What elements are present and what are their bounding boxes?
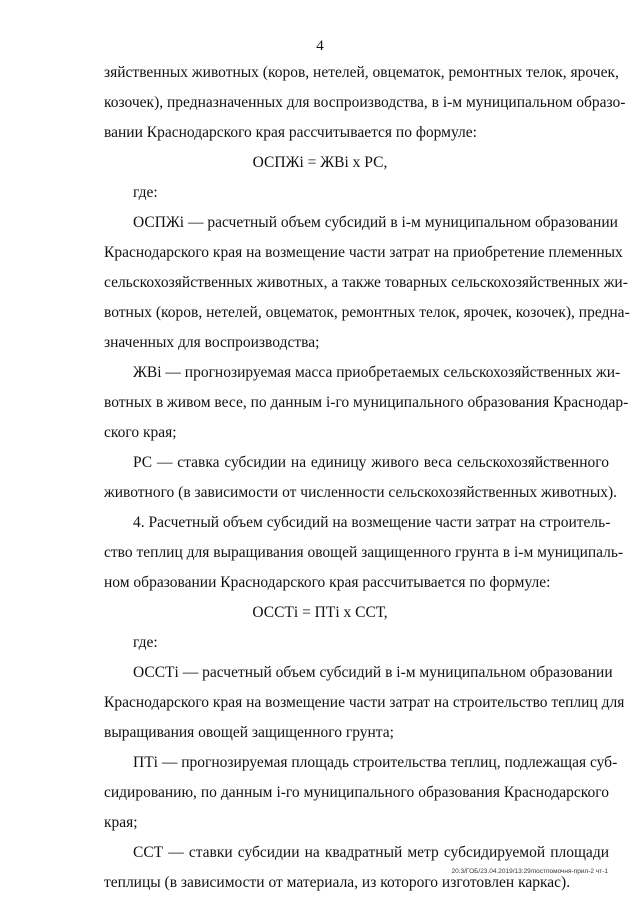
text-line: сидированию, по данным i-го муниципального образования Краснодарского [104,784,609,801]
text-line: ном образовании Краснодарского края рассчитывается по формуле: [104,574,551,591]
text-line: края; [104,814,138,831]
formula-ospzh: ОСПЖi = ЖВi x РС, [252,154,388,171]
text-line: вотных (коров, нетелей, овцематок, ремонтных телок, ярочек, козочек), предна- [104,304,630,321]
text-line: вотных в живом весе, по данным i-го муниципального образования Краснодар- [104,394,629,411]
text-line: животного (в зависимости от численности сельскохозяйственных животных). [104,484,618,501]
formula-osst: ОССТi = ПТi x ССТ, [252,604,388,621]
text-line: козочек), предназначенных для воспроизводства, в i-м муниципальном образо- [104,94,626,111]
definition-pt: ПТi — прогнозируемая площадь строительства теплиц, подлежащая суб- [133,754,618,771]
text-line: вании Краснодарского края рассчитывается по формуле: [104,124,477,141]
paragraph-4: 4. Расчетный объем субсидий на возмещение части затрат на строитель- [133,514,611,531]
where-label: где: [133,184,158,201]
text-line: Краснодарского края на возмещение части затрат на строительство теплиц для [104,694,625,711]
text-line: сельскохозяйственных животных, а также товарных сельскохозяйственных жи- [104,274,628,291]
text-line: ского края; [104,424,177,441]
text-line: теплицы (в зависимости от материала, из которого изготовлен каркас). [104,874,571,891]
text-line: значенных для воспроизводства; [104,334,320,351]
text-line: выращивания овощей защищенного грунта; [104,724,394,741]
text-line: ство теплиц для выращивания овощей защищенного грунта в i-м муниципаль- [104,544,624,561]
definition-osst: ОССТi — расчетный объем субсидий в i-м муниципальном образовании [133,664,613,681]
page-number: 4 [316,38,324,54]
text-line: зяйственных животных (коров, нетелей, овцематок, ремонтных телок, ярочек, [104,64,619,81]
definition-rs: РС — ставка субсидии на единицу живого веса сельскохозяйственного [133,454,609,471]
definition-zhv: ЖВi — прогнозируемая масса приобретаемых сельскохозяйственных жи- [133,364,621,381]
definition-ospzh: ОСПЖi — расчетный объем субсидий в i-м муниципальном образовании [133,214,618,231]
definition-sst: ССТ — ставки субсидии на квадратный метр субсидируемой площади [133,844,609,861]
footer-document-id: 20.3/ГОБ/23.04.2019/13:29/постпомочня-прил-2 чт-1 [451,868,608,875]
text-line: Краснодарского края на возмещение части затрат на приобретение племенных [104,244,623,261]
where-label: где: [133,634,158,651]
